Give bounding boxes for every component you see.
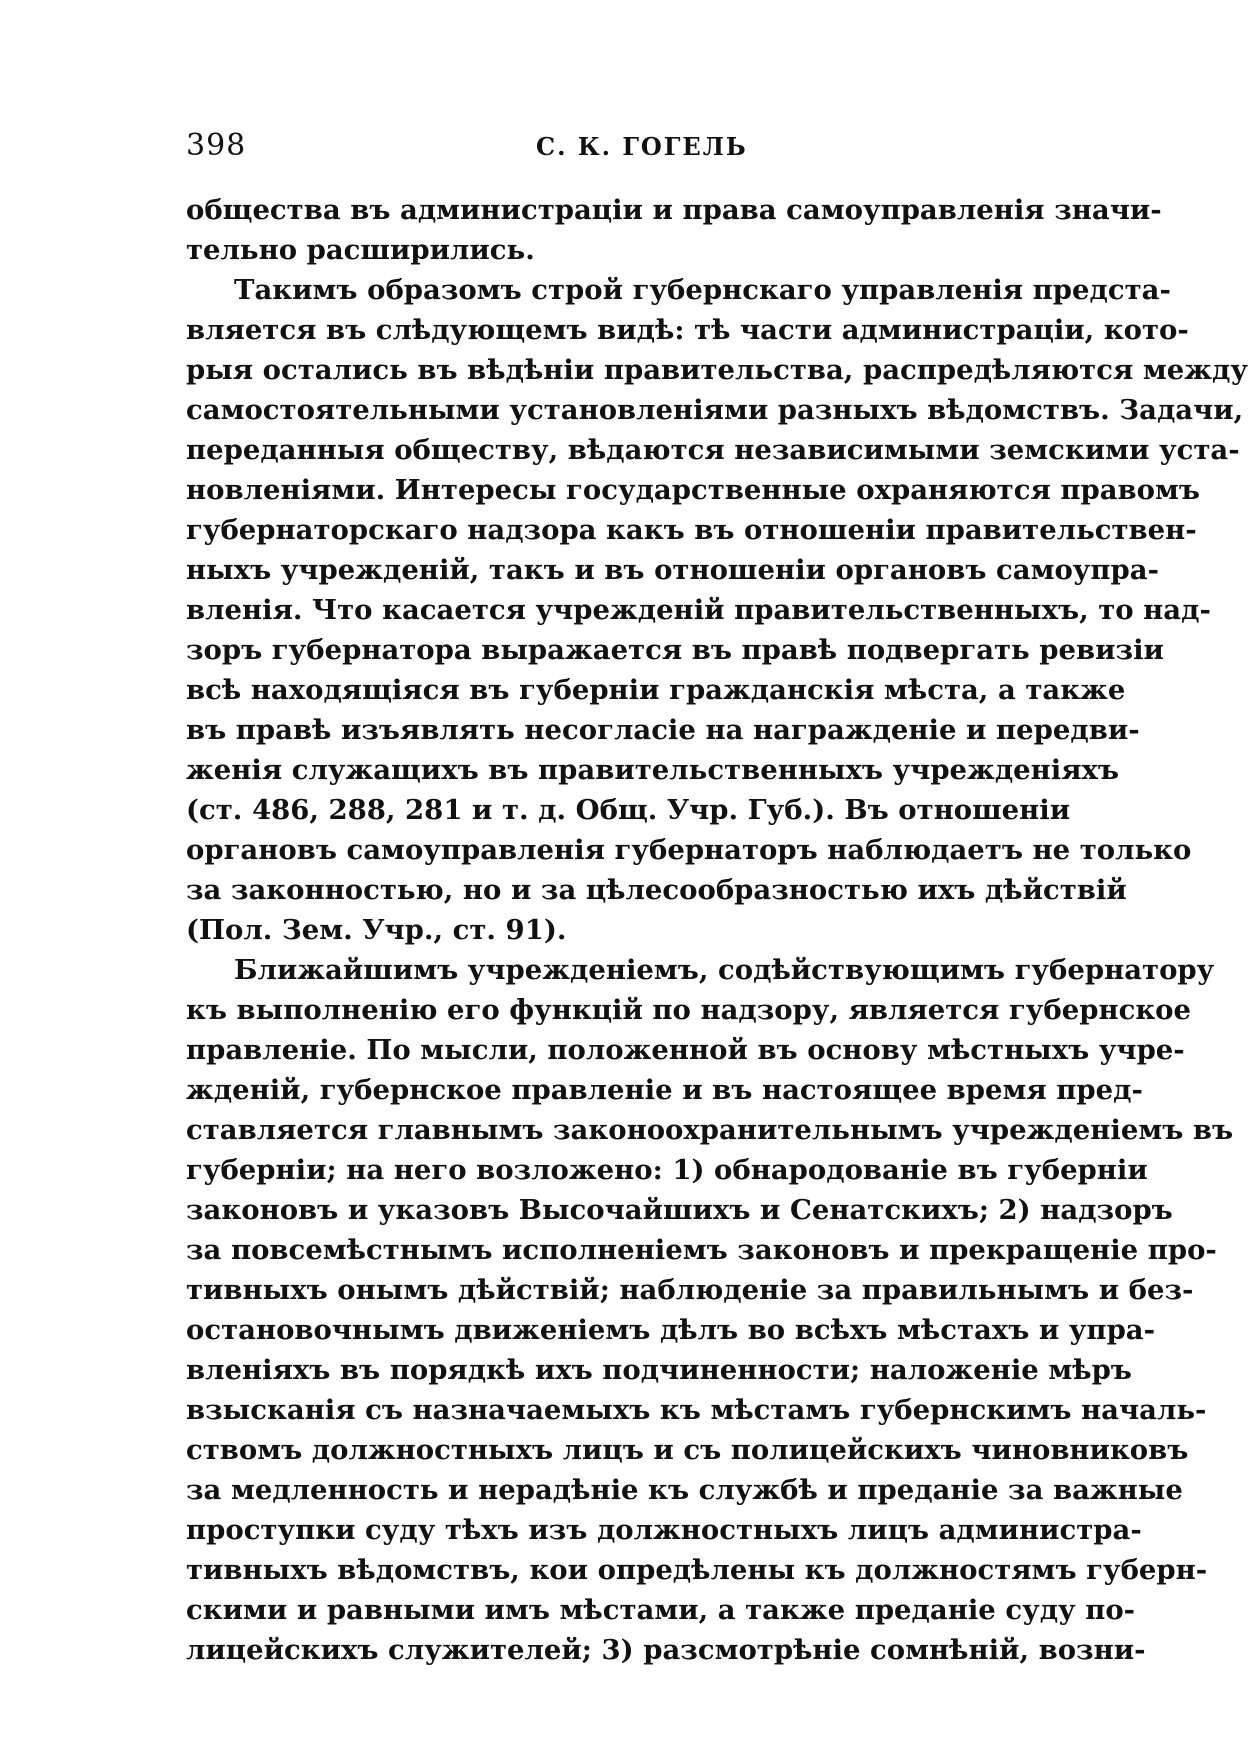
text-line: проступки суду тѣхъ изъ должностныхъ лицъ администра- (186, 1514, 1142, 1546)
text-line: законовъ и указовъ Высочайшихъ и Сенатскихъ; 2) надзоръ (186, 1194, 1173, 1226)
text-line: вленiя. Что касается учрежденiй правительственныхъ, то над- (186, 594, 1211, 626)
text-line: всѣ находящiяся въ губернiи гражданскiя мѣста, а также (186, 674, 1126, 706)
text-line: взысканiя съ назначаемыхъ къ мѣстамъ губернскимъ началь- (186, 1394, 1207, 1426)
text-line: самостоятельными установленiями разныхъ вѣдомствъ. Задачи, (186, 394, 1244, 426)
text-line: за законностью, но и за цѣлесообразностью ихъ дѣйствiй (186, 874, 1127, 906)
running-title: С. К. ГОГЕЛЬ (536, 132, 748, 161)
text-line: ставляется главнымъ законоохранительнымъ учрежденiемъ въ (186, 1114, 1234, 1146)
text-line: въ правѣ изъявлять несогласiе на награжденiе и передви- (186, 714, 1140, 746)
text-line: женiя служащихъ въ правительственныхъ учрежденiяхъ (186, 754, 1120, 786)
text-line: губернаторскаго надзора какъ въ отношенiи правительствен- (186, 514, 1197, 546)
text-line: (Пол. Зем. Учр., ст. 91). (186, 914, 567, 946)
text-line: за медленность и нерадѣнiе къ службѣ и преданiе за важные (186, 1474, 1183, 1506)
body-text (186, 190, 1248, 1670)
text-line: лицейскихъ служителей; 3) разсмотрѣнiе сомнѣнiй, возни- (186, 1634, 1146, 1666)
text-line: правленiе. По мысли, положенной въ основу мѣстныхъ учре- (186, 1034, 1185, 1066)
text-line: остановочнымъ движенiемъ дѣлъ во всѣхъ мѣстахъ и упра- (186, 1314, 1156, 1346)
page-header (186, 128, 1056, 168)
text-line: Такимъ образомъ строй губернскаго управленiя предста- (234, 274, 1171, 306)
text-line: органовъ самоуправленiя губернаторъ наблюдаетъ не только (186, 834, 1192, 866)
text-line: переданныя обществу, вѣдаются независимыми земскими уста- (186, 434, 1240, 466)
text-line: рыя остались въ вѣдѣнiи правительства, распредѣляются между (186, 354, 1248, 386)
text-line: (ст. 486, 288, 281 и т. д. Общ. Учр. Губ.). Въ отношенiи (186, 794, 1071, 826)
text-line: тивныхъ онымъ дѣйствiй; наблюденiе за правильнымъ и без- (186, 1274, 1194, 1306)
text-line: новленiями. Интересы государственные охраняются правомъ (186, 474, 1200, 506)
page-number: 398 (186, 128, 247, 163)
text-line: Ближайшимъ учрежденiемъ, содѣйствующимъ губернатору (234, 954, 1215, 986)
text-line: губернiи; на него возложено: 1) обнародованiе въ губернiи (186, 1154, 1148, 1186)
text-line: жденiй, губернское правленiе и въ настоящее время пред- (186, 1074, 1143, 1106)
text-line: вляется въ слѣдующемъ видѣ: тѣ части администрацiи, кото- (186, 314, 1189, 346)
text-line: за повсемѣстнымъ исполненiемъ законовъ и прекращенiе про- (186, 1234, 1217, 1266)
text-line: ныхъ учрежденiй, такъ и въ отношенiи органовъ самоупра- (186, 554, 1159, 586)
text-line: ствомъ должностныхъ лицъ и съ полицейскихъ чиновниковъ (186, 1434, 1189, 1466)
text-line: къ выполненiю его функцiй по надзору, является губернское (186, 994, 1192, 1026)
text-line: общества въ администрацiи и права самоуправленiя значи- (186, 194, 1162, 226)
text-line: вленiяхъ въ порядкѣ ихъ подчиненности; наложенiе мѣръ (186, 1354, 1132, 1386)
text-line: тельно расширились. (186, 234, 535, 266)
text-line: зоръ губернатора выражается въ правѣ подвергать ревизiи (186, 634, 1164, 666)
text-line: тивныхъ вѣдомствъ, кои опредѣлены къ должностямъ губерн- (186, 1554, 1208, 1586)
text-line: скими и равными имъ мѣстами, а также преданiе суду по- (186, 1594, 1136, 1626)
